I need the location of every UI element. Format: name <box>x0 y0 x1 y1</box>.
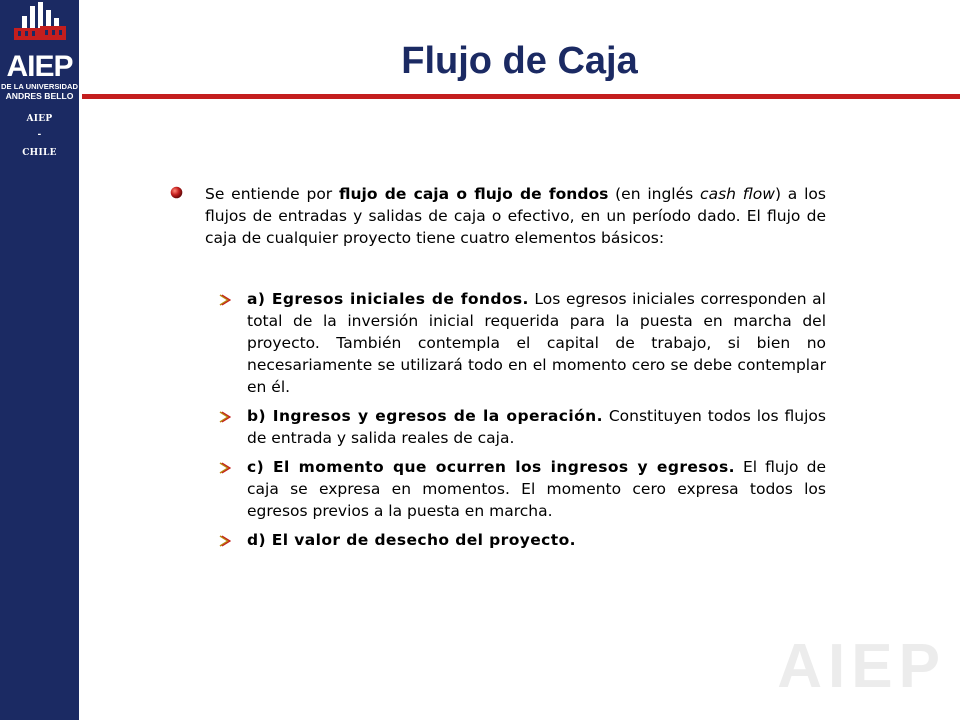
slide-content <box>170 183 826 558</box>
list-item <box>170 288 826 398</box>
logo-subtitle-line1: DE LA UNIVERSIDAD <box>1 82 78 91</box>
item-lead: c) El momento que ocurren los ingresos y egresos. <box>247 458 735 476</box>
sidebar-label-aiep: AIEP <box>26 114 53 124</box>
item-text: Los egresos iniciales corresponden al total de la inversión inicial requerida para la puesta en marcha del proyecto. También contempla el capital de trabajo, si bien no necesariamente se utilizará todo en el momento cero se debe contemplar en él. <box>247 290 826 396</box>
arrow-bullet-icon <box>219 294 231 306</box>
elements-list <box>170 288 826 551</box>
logo-brand-text: AIEP <box>6 50 73 83</box>
sidebar-label-separator: - <box>37 130 42 140</box>
item-lead: a) Egresos iniciales de fondos. <box>247 290 529 308</box>
item-lead: b) Ingresos y egresos de la operación. <box>247 407 603 425</box>
intro-text-3: ) a los flujos de entradas y salidas de caja o efectivo, en un período dado. El flujo de caja de cualquier proyecto tiene cuatro elementos básicos: <box>205 185 826 247</box>
title-underline-rule <box>82 94 960 99</box>
intro-term-italic: cash flow <box>700 185 775 203</box>
left-sidebar-band <box>0 0 79 720</box>
intro-text-1: Se entiende por <box>205 185 339 203</box>
arrow-bullet-icon <box>219 535 231 547</box>
red-ball-bullet-icon <box>170 186 183 199</box>
list-item <box>170 529 826 551</box>
arrow-bullet-icon <box>219 462 231 474</box>
aiep-watermark: AIEP <box>777 632 946 701</box>
item-text: El flujo de caja se expresa en momentos. El momento cero expresa todos los egresos previos a la puesta en marcha. <box>247 458 826 520</box>
intro-paragraph <box>170 183 826 249</box>
logo-subtitle-line2: ANDRES BELLO <box>5 91 74 101</box>
item-text: Constituyen todos los flujos de entrada y salida reales de caja. <box>247 407 826 447</box>
aiep-logo <box>0 0 79 104</box>
sidebar-label-chile: CHILE <box>22 148 57 158</box>
arrow-bullet-icon <box>219 411 231 423</box>
item-lead: d) El valor de desecho del proyecto. <box>247 531 576 549</box>
aiep-logo-graphic <box>0 0 79 104</box>
list-item <box>170 405 826 449</box>
intro-term-bold: flujo de caja o flujo de fondos <box>338 185 609 203</box>
intro-text-2: (en inglés <box>608 185 701 203</box>
slide-title: Flujo de Caja <box>401 40 638 82</box>
list-item <box>170 456 826 522</box>
